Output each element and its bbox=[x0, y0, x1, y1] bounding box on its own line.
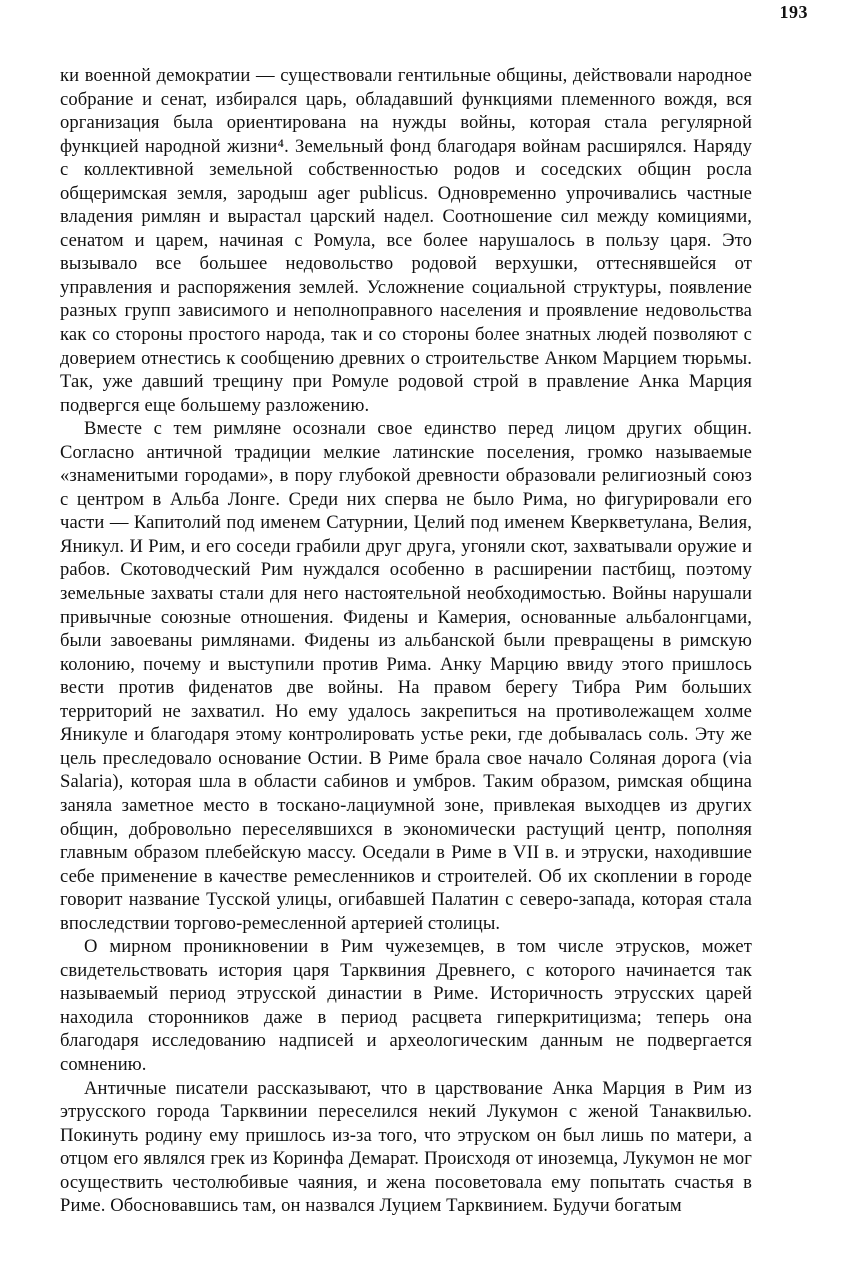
paragraph-1: ки военной демократии — существовали гентильные общины, действовали народное собрание и сенат, избирался царь, обладавший функциями племенного вождя, вся организация была ориентирована на нужды войны, которая стала регулярной функцией народной жизни⁴. Земельный фонд благодаря войнам расширялся. Наряду с коллективной земельной собственностью родов и соседских общин росла общеримская земля, зародыш ager publicus. Одновременно упрочивались частные владения римлян и вырастал царский надел. Соотношение сил между комициями, сенатом и царем, начиная с Ромула, все более нарушалось в пользу царя. Это вызывало все большее недовольство родовой верхушки, оттеснявшейся от управления и распоряжения землей. Усложнение социальной структуры, появление разных групп зависимого и неполноправного населения и проявление недовольства как со стороны простого народа, так и со стороны более знатных людей позволяют с доверием отнестись к сообщению древних о строительстве Анком Марцием тюрьмы. Так, уже давший трещину при Ромуле родовой строй в правление Анка Марция подвергся еще большему разложению. bbox=[60, 65, 752, 416]
page-text bbox=[60, 64, 752, 1218]
paragraph-4: Античные писатели рассказывают, что в царствование Анка Марция в Рим из этрусского города Тарквинии переселился некий Лукумон с женой Танаквилью. Покинуть родину ему пришлось из-за того, что этруском он был лишь по матери, а отцом его являлся грек из Коринфа Демарат. Происходя от иноземца, Лукумон не мог осуществить честолюбивые чаяния, и жена посоветовала ему попытать счастья в Риме. Обосновавшись там, он назвался Луцием Тарквинием. Будучи богатым bbox=[60, 1077, 752, 1217]
paragraph-2: Вместе с тем римляне осознали свое единство перед лицом других общин. Согласно античной традиции мелкие латинские поселения, громко называемые «знаменитыми городами», в пору глубокой древности образовали религиозный союз с центром в Альба Лонге. Среди них сперва не было Рима, но фигурировали его части — Капитолий под именем Сатурнии, Целий под именем Кверкветулана, Велия, Яникул. И Рим, и его соседи грабили друг друга, угоняли скот, захватывали оружие и рабов. Скотоводческий Рим нуждался особенно в расширении пастбищ, поэтому земельные захваты стали для него настоятельной необходимостью. Войны нарушали привычные союзные отношения. Фидены и Камерия, основанные альбалонгцами, были завоеваны римлянами. Фидены из альбанской были превращены в римскую колонию, почему и выступили против Рима. Анку Марцию ввиду этого пришлось вести против фиденатов две войны. На правом берегу Тибра Рим больших территорий не захватил. Но ему удалось закрепиться на противолежащем холме Яникуле и благодаря этому контролировать устье реки, где добывалась соль. Эту же цель преследовало основание Остии. В Риме брала свое начало Соляная дорога (via Salaria), которая шла в области сабинов и умбров. Таким образом, римская община заняла заметное место в тоскано-лациумной зоне, привлекая выходцев из других общин, добровольно переселявшихся в экономически растущий центр, пополняя главным образом плебейскую массу. Оседали в Риме в VII в. и этруски, находившие себе применение в качестве ремесленников и строителей. Об их скоплении в городе говорит название Тусской улицы, огибавшей Палатин с северо-запада, которая стала впоследствии торгово-ремесленной артерией столицы. bbox=[60, 418, 752, 934]
paragraph-3: О мирном проникновении в Рим чужеземцев, в том числе этрусков, может свидетельствовать история царя Тарквиния Древнего, с которого начинается так называемый период этрусской династии в Риме. Историчность этрусских царей находила сторонников даже в период расцвета гиперкритицизма; теперь она благодаря исследованию надписей и археологическим данным не подвергается сомнению. bbox=[60, 936, 752, 1075]
page-number: 193 bbox=[779, 2, 808, 22]
